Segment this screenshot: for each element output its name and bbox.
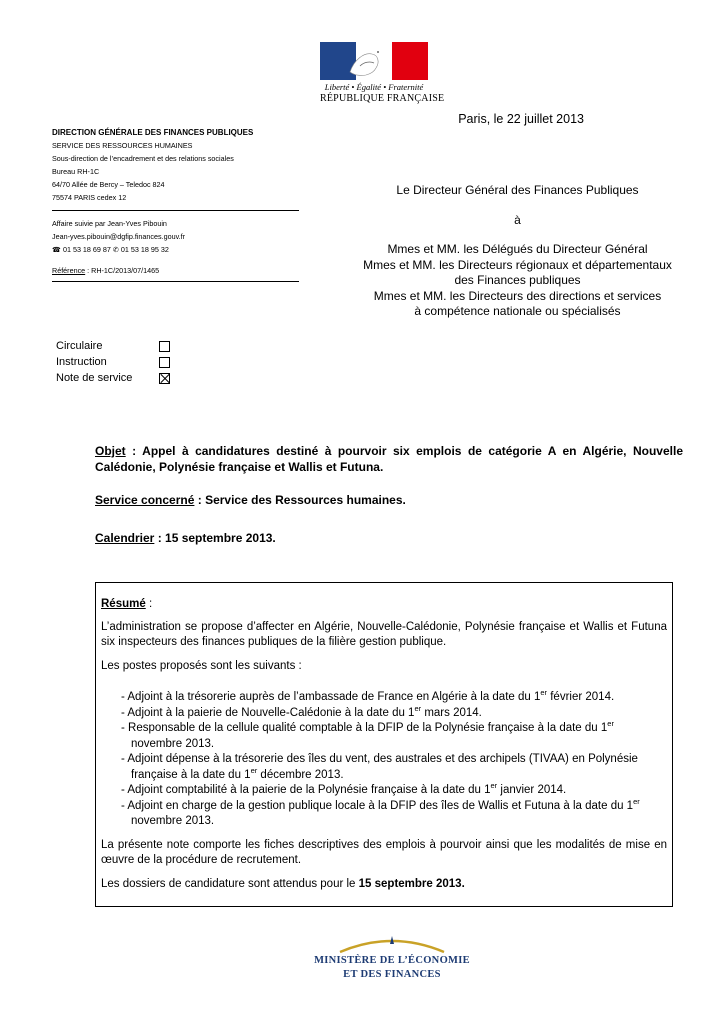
doctype-circulaire-label: Circulaire — [56, 340, 103, 352]
calendar-line — [95, 531, 276, 545]
summary-title-suffix: : — [145, 598, 153, 610]
summary-title — [101, 597, 667, 613]
post-date: décembre 2013. — [257, 768, 344, 781]
recipient-line: des Finances publiques — [454, 273, 581, 287]
sender-service: SERVICE DES RESSOURCES HUMAINES — [52, 141, 193, 150]
doctype-instruction-label: Instruction — [56, 356, 107, 368]
subject-line — [95, 443, 683, 475]
summary-title-label: Résumé — [101, 598, 146, 610]
post-text: - Adjoint comptabilité à la paierie de la Polynésie française à la date du 1 — [121, 784, 491, 796]
list-item — [121, 752, 667, 783]
republic-motto: Liberté • Égalité • Fraternité — [324, 82, 424, 92]
marianne-flag-icon — [320, 42, 428, 80]
ordinal-suffix: er — [633, 796, 640, 806]
posts-list — [121, 690, 667, 830]
ministry-name-line1: MINISTÈRE DE L’ÉCONOMIE — [314, 955, 470, 966]
service-label: Service concerné — [95, 493, 195, 507]
subject-label: Objet — [95, 444, 126, 458]
recipient-line: Mmes et MM. les Directeurs des directions et services — [373, 288, 662, 303]
ordinal-suffix: er — [414, 703, 422, 713]
doctype-instruction — [56, 354, 170, 370]
recipient-line: Mmes et MM. les Directeurs régionaux et départementaux — [363, 257, 672, 272]
post-date: novembre 2013. — [131, 815, 215, 827]
posts-intro: Les postes proposés sont les suivants : — [101, 659, 302, 672]
list-item — [121, 721, 667, 752]
sender-subdirection: Sous-direction de l’encadrement et des relations sociales — [52, 154, 234, 163]
document-type-block — [56, 338, 170, 386]
sender-address-line2: 75574 PARIS cedex 12 — [52, 193, 127, 202]
ministry-name-line2: ET DES FINANCES — [343, 969, 441, 980]
reference-divider — [52, 281, 299, 282]
post-date: février 2014. — [547, 691, 615, 703]
contact-email: Jean-yves.pibouin@dgfip.finances.gouv.fr — [52, 232, 186, 241]
ministry-emblem-icon — [312, 932, 472, 954]
ordinal-suffix: er — [607, 719, 614, 729]
post-text: - Adjoint à la trésorerie auprès de l’ambassade de France en Algérie à la date du 1 — [121, 691, 541, 703]
ordinal-suffix: er — [490, 781, 498, 791]
post-date: mars 2014. — [421, 706, 482, 719]
ministry-logo — [312, 932, 472, 982]
sender-bureau: Bureau RH-1C — [52, 167, 100, 176]
sender-address-line1: 64/70 Allée de Bercy – Teledoc 824 — [52, 180, 165, 189]
post-text: - Adjoint à la paierie de Nouvelle-Calédonie à la date du 1 — [121, 706, 415, 719]
post-text: - Adjoint en charge de la gestion publique locale à la DFIP des îles de Wallis et Futuna à la date du 1 — [121, 799, 634, 812]
letter-author: Le Directeur Général des Finances Publiques — [396, 183, 639, 197]
doctype-note-label: Note de service — [56, 372, 133, 384]
sender-block — [52, 126, 299, 288]
doctype-circulaire — [56, 338, 170, 354]
service-text: : Service des Ressources humaines. — [194, 493, 406, 507]
list-item — [121, 796, 667, 830]
contact-phone: ☎ 01 53 18 69 87 ✆ 01 53 18 95 32 — [52, 245, 169, 254]
reference — [52, 264, 299, 277]
checkbox-instruction-icon — [159, 357, 170, 368]
calendar-text: : 15 septembre 2013. — [154, 531, 276, 545]
list-item — [121, 783, 667, 799]
followed-by: Affaire suivie par Jean-Yves Pibouin — [52, 219, 167, 228]
recipients-to: à — [514, 212, 521, 227]
sender-direction: DIRECTION GÉNÉRALE DES FINANCES PUBLIQUES — [52, 128, 254, 137]
calendar-label: Calendrier — [95, 531, 155, 545]
checkbox-note-checked-icon — [159, 373, 170, 384]
deadline-text: Les dossiers de candidature sont attendus pour le — [101, 877, 359, 890]
post-date: janvier 2014. — [497, 784, 567, 796]
recipient-line: à compétence nationale ou spécialisés — [414, 304, 621, 318]
post-date: novembre 2013. — [131, 737, 215, 750]
summary-closing: La présente note comporte les fiches descriptives des emplois à pourvoir ainsi que les modalités de mise en œuvre de la procédure de recrutement. — [101, 838, 667, 866]
recipient-line: Mmes et MM. les Délégués du Directeur Général — [387, 242, 648, 256]
subject-text: : Appel à candidatures destiné à pourvoir six emplois de catégorie A en Algérie, Nouvelle Calédonie, Polynésie française et Wallis et Futuna. — [95, 444, 683, 474]
ordinal-suffix: er — [250, 765, 258, 775]
sender-divider — [52, 210, 299, 211]
letter-date: Paris, le 22 juillet 2013 — [458, 112, 584, 126]
service-line — [95, 493, 406, 507]
republique-francaise-logo — [320, 42, 445, 104]
summary-box — [95, 582, 673, 907]
deadline-date: 15 septembre 2013. — [358, 877, 465, 890]
list-item — [121, 690, 667, 706]
reference-label: Référence — [52, 266, 86, 275]
summary-intro: L’administration se propose d’affecter en Algérie, Nouvelle-Calédonie, Polynésie française et Wallis et Futuna six inspecteurs des finances publiques de la filière gestion publique. — [101, 620, 667, 648]
ordinal-suffix: er — [540, 688, 548, 698]
reference-value: : RH-1C/2013/07/1465 — [85, 266, 160, 275]
post-text: - Responsable de la cellule qualité comptable à la DFIP de la Polynésie française à la date du 1 — [121, 722, 608, 734]
post-text: - Adjoint dépense à la trésorerie des îles du vent, des australes et des archipels (TIVAA) en Polynésie française à la date du 1 — [121, 753, 638, 781]
list-item — [121, 703, 667, 722]
doctype-note — [56, 370, 170, 386]
checkbox-circulaire-icon — [159, 341, 170, 352]
recipients-block — [330, 183, 705, 320]
republic-name: RÉPUBLIQUE FRANÇAISE — [320, 93, 445, 104]
summary-deadline — [101, 877, 667, 893]
